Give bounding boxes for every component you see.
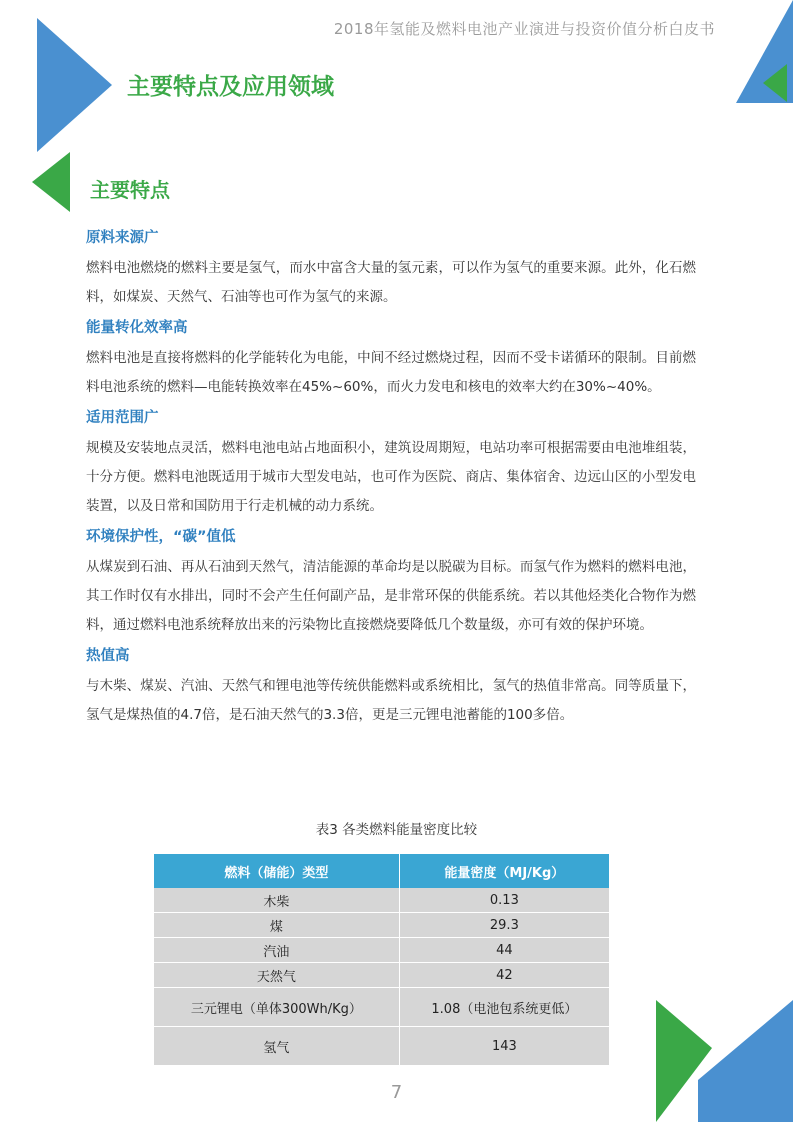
page-title: 主要特点及应用领域 bbox=[127, 74, 334, 100]
table-row bbox=[154, 888, 609, 913]
energy-density-cell: 44 bbox=[399, 938, 609, 963]
energy-density-table bbox=[154, 854, 609, 1066]
table-row bbox=[154, 1027, 609, 1066]
feature-heading: 适用范围广 bbox=[86, 410, 159, 426]
column-header-energy-density: 能量密度（MJ/Kg） bbox=[399, 854, 609, 888]
table-row bbox=[154, 963, 609, 988]
energy-density-cell: 29.3 bbox=[399, 913, 609, 938]
fuel-type-cell: 煤 bbox=[154, 913, 399, 938]
left-green-triangle bbox=[32, 152, 70, 212]
fuel-type-cell: 汽油 bbox=[154, 938, 399, 963]
feature-heading: 热值高 bbox=[86, 648, 130, 664]
table-header-row bbox=[154, 854, 609, 888]
feature-text: 与木柴、煤炭、汽油、天然气和锂电池等传统供能燃料或系统相比，氢气的热值非常高。同等质量下，氢气是煤热值的4.7倍，是石油天然气的3.3倍，更是三元锂电池蓄能的100多倍。 bbox=[86, 678, 696, 723]
fuel-type-cell: 木柴 bbox=[154, 888, 399, 913]
feature-text: 规模及安装地点灵活，燃料电池电站占地面积小，建筑设周期短，电站功率可根据需要由电池堆组装，十分方便。燃料电池既适用于城市大型发电站，也可作为医院、商店、集体宿舍、边远山区的小型发电装置，以及日常和国防用于行走机械的动力系统。 bbox=[86, 440, 696, 514]
table-row bbox=[154, 913, 609, 938]
page-number: 7 bbox=[390, 1082, 403, 1103]
energy-density-cell: 143 bbox=[399, 1027, 609, 1066]
energy-density-cell: 0.13 bbox=[399, 888, 609, 913]
table-row bbox=[154, 938, 609, 963]
feature-heading: 能量转化效率高 bbox=[86, 320, 188, 336]
top-left-blue-triangle bbox=[37, 18, 112, 152]
fuel-type-cell: 三元锂电（单体300Wh/Kg） bbox=[154, 988, 399, 1027]
feature-text: 从煤炭到石油、再从石油到天然气，清洁能源的革命均是以脱碳为目标。而氢气作为燃料的燃料电池，其工作时仅有水排出，同时不会产生任何副产品，是非常环保的供能系统。若以其他烃类化合物作为燃料，通过燃料电池系统释放出来的污染物比直接燃烧要降低几个数量级，亦可有效的保护环境。 bbox=[86, 559, 696, 633]
table-row bbox=[154, 988, 609, 1027]
energy-density-cell: 1.08（电池包系统更低） bbox=[399, 988, 609, 1027]
table-caption: 表3 各类燃料能量密度比较 bbox=[315, 822, 478, 838]
feature-text: 燃料电池燃烧的燃料主要是氢气，而水中富含大量的氢元素，可以作为氢气的重要来源。此外，化石燃料，如煤炭、天然气、石油等也可作为氢气的来源。 bbox=[86, 260, 696, 305]
bottom-right-blue-triangle bbox=[698, 1000, 793, 1122]
document-title: 2018年氢能及燃料电池产业演进与投资价值分析白皮书 bbox=[333, 20, 715, 38]
fuel-type-cell: 氢气 bbox=[154, 1027, 399, 1066]
feature-text: 燃料电池是直接将燃料的化学能转化为电能，中间不经过燃烧过程，因而不受卡诺循环的限制。目前燃料电池系统的燃料—电能转换效率在45%~60%，而火力发电和核电的效率大约在30%~40%。 bbox=[86, 350, 696, 395]
fuel-type-cell: 天然气 bbox=[154, 963, 399, 988]
energy-density-cell: 42 bbox=[399, 963, 609, 988]
section-title: 主要特点 bbox=[90, 178, 170, 202]
feature-heading: 原料来源广 bbox=[86, 230, 159, 246]
feature-heading: 环境保护性，“碳”值低 bbox=[86, 529, 236, 545]
feature-list bbox=[86, 228, 696, 736]
column-header-fuel-type: 燃料（储能）类型 bbox=[154, 854, 399, 888]
